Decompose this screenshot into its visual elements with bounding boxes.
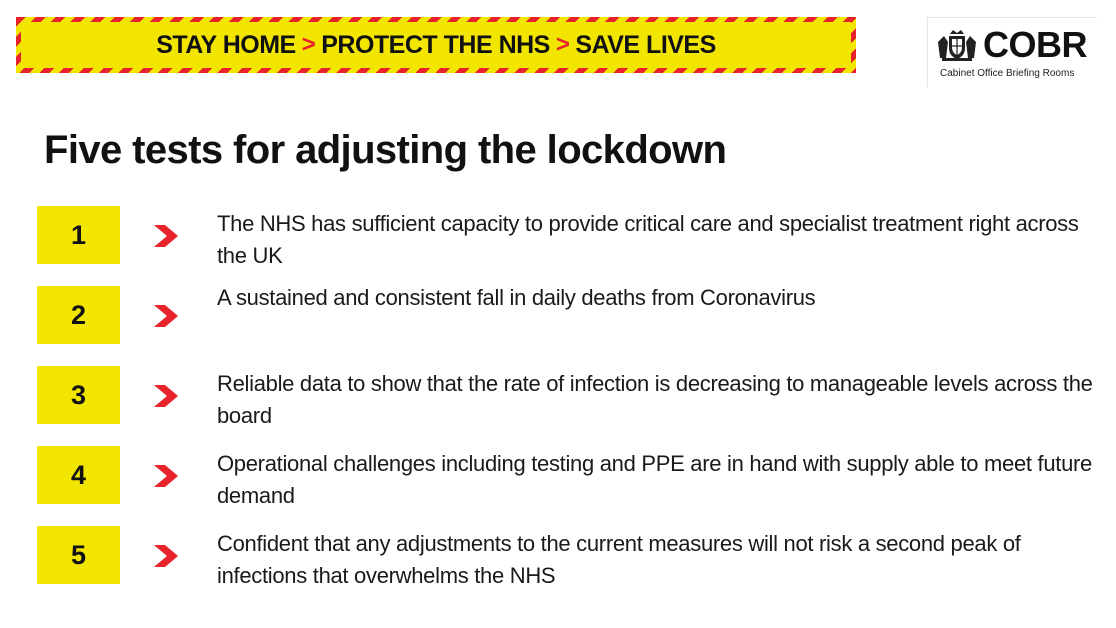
test-number-badge: 5: [37, 526, 120, 584]
chevron-right-icon: [152, 463, 180, 489]
test-item: [37, 286, 1107, 346]
test-number-badge: 1: [37, 206, 120, 264]
chevron-right-icon: [152, 223, 180, 249]
test-text: The NHS has sufficient capacity to provide critical care and specialist treatment right across the UK: [217, 211, 1079, 268]
slogan-banner: [16, 17, 856, 73]
page-title: Five tests for adjusting the lockdown: [44, 128, 727, 172]
test-number-badge: 4: [37, 446, 120, 504]
test-text: Operational challenges including testing and PPE are in hand with supply able to meet future demand: [217, 451, 1092, 508]
slogan-banner-text: [21, 22, 851, 68]
chevron-right-icon: [152, 543, 180, 569]
logo-wordmark: COBR: [983, 24, 1087, 65]
cobr-logo: [927, 17, 1097, 87]
slogan-protect-nhs: PROTECT THE NHS: [321, 30, 550, 59]
chevron-right-icon: >: [555, 31, 570, 58]
chevron-right-icon: >: [301, 31, 316, 58]
slogan-stay-home: STAY HOME: [156, 30, 296, 59]
test-text: A sustained and consistent fall in daily deaths from Coronavirus: [217, 285, 816, 310]
test-item: [37, 206, 1107, 266]
test-text: Confident that any adjustments to the current measures will not risk a second peak of infections that overwhelms the NHS: [217, 531, 1021, 588]
royal-crest-icon: [936, 28, 978, 62]
test-item: [37, 366, 1107, 426]
test-item: [37, 446, 1107, 506]
chevron-right-icon: [152, 303, 180, 329]
chevron-right-icon: [152, 383, 180, 409]
slogan-save-lives: SAVE LIVES: [575, 30, 716, 59]
test-item: [37, 526, 1107, 586]
test-number-badge: 2: [37, 286, 120, 344]
test-number-badge: 3: [37, 366, 120, 424]
logo-subtitle: Cabinet Office Briefing Rooms: [940, 68, 1075, 79]
test-text: Reliable data to show that the rate of infection is decreasing to manageable levels across the board: [217, 371, 1093, 428]
